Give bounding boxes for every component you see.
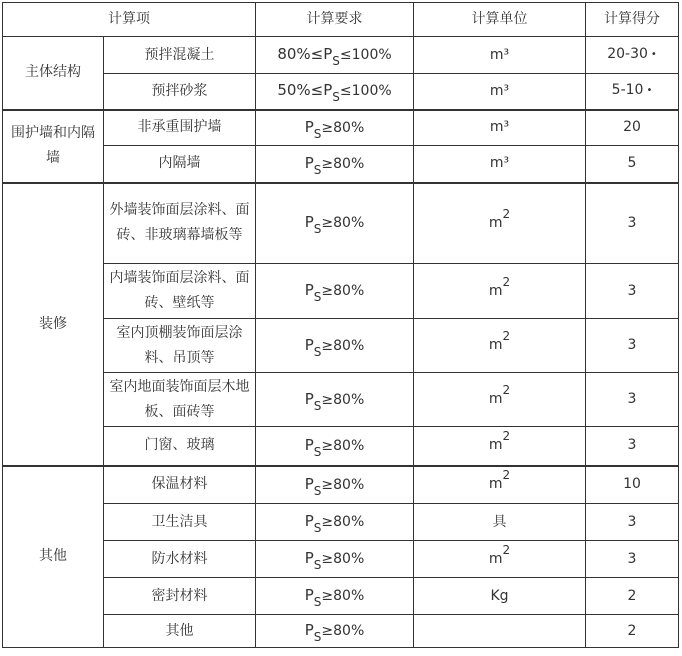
requirement-cell [256, 504, 414, 541]
requirement-cell [256, 541, 414, 578]
requirement-subscript: S [313, 126, 322, 141]
unit-cell [414, 504, 586, 541]
requirement-cell [256, 183, 414, 264]
group-label: 主体结构 [3, 37, 104, 110]
requirement-cell [256, 110, 414, 146]
table-row [3, 615, 679, 648]
unit-base: m [488, 282, 503, 299]
score-cell [586, 615, 679, 648]
unit-cell [414, 427, 586, 466]
requirement-cell [256, 373, 414, 427]
header-calc-score: 计算得分 [586, 3, 679, 37]
table-row [3, 183, 679, 264]
requirement-suffix: ≤100% [339, 83, 392, 100]
requirement-formula [305, 433, 365, 459]
requirement-suffix: ≥80% [321, 283, 365, 299]
requirement-formula [305, 387, 365, 413]
score-value: 20-30 [607, 46, 648, 62]
unit-text: m³ [489, 82, 510, 99]
unit-text: Kg [490, 587, 509, 604]
requirement-formula [305, 546, 365, 572]
unit-base: m [488, 550, 503, 567]
requirement-suffix: ≥80% [321, 476, 365, 493]
table-row [3, 264, 679, 319]
group-label: 围护墙和内隔墙 [3, 110, 104, 183]
requirement-prefix: P [304, 586, 314, 604]
score-cell [586, 183, 679, 264]
item-cell: 其他 [104, 615, 256, 648]
requirement-prefix: P [304, 153, 314, 172]
requirement-prefix: P [304, 281, 314, 299]
requirement-subscript: S [313, 444, 322, 459]
unit-cell [414, 264, 586, 319]
score-value: 3 [627, 337, 637, 353]
item-cell: 非承重围护墙 [104, 110, 256, 146]
requirement-prefix: P [304, 621, 314, 639]
unit-superscript: 2 [502, 383, 511, 397]
unit-cell [414, 373, 586, 427]
header-calc-unit: 计算单位 [414, 3, 586, 37]
score-value: 20 [623, 119, 641, 136]
requirement-subscript: S [313, 558, 322, 572]
unit-superscript: 2 [502, 468, 511, 483]
unit-cell [414, 74, 586, 110]
item-cell: 室内地面装饰面层木地板、面砖等 [104, 373, 256, 427]
score-cell [586, 146, 679, 183]
item-cell: 内墙装饰面层涂料、面砖、壁纸等 [104, 264, 256, 319]
item-cell: 内隔墙 [104, 146, 256, 183]
score-cell [586, 319, 679, 373]
table-row [3, 466, 679, 504]
score-value: 2 [627, 622, 637, 639]
requirement-subscript: S [313, 483, 322, 498]
requirement-suffix: ≥80% [321, 155, 365, 172]
requirement-prefix: P [304, 512, 314, 530]
requirement-subscript: S [313, 222, 322, 237]
item-cell: 预拌混凝土 [104, 37, 256, 74]
unit-superscript: 2 [502, 429, 511, 444]
unit-cell [414, 615, 586, 648]
requirement-formula [305, 278, 365, 304]
group-label: 其他 [3, 466, 104, 648]
unit-text: m³ [489, 155, 510, 172]
unit-superscript: 2 [502, 542, 511, 557]
requirement-formula [305, 151, 365, 177]
unit-cell [414, 146, 586, 183]
requirement-formula [277, 42, 391, 68]
item-cell: 密封材料 [104, 578, 256, 615]
requirement-prefix: 80%≤P [277, 45, 333, 63]
score-mark: • [650, 49, 657, 60]
score-value: 3 [627, 513, 637, 530]
unit-superscript: 2 [502, 329, 511, 343]
requirement-subscript: S [313, 521, 322, 535]
requirement-subscript: S [313, 290, 322, 304]
score-mark: • [646, 85, 653, 97]
score-value: 3 [627, 282, 637, 299]
table-row [3, 110, 679, 146]
requirement-subscript: S [332, 90, 340, 105]
unit-text: 具 [492, 513, 507, 530]
item-cell: 室内顶棚装饰面层涂料、吊顶等 [104, 319, 256, 373]
table-row [3, 504, 679, 541]
unit-superscript: 2 [502, 274, 511, 289]
unit-cell [414, 578, 586, 615]
requirement-prefix: P [304, 213, 314, 232]
requirement-subscript: S [332, 54, 340, 68]
requirement-cell [256, 427, 414, 466]
requirement-cell [256, 615, 414, 648]
requirement-suffix: ≥80% [321, 437, 365, 454]
unit-base: m [488, 337, 503, 353]
requirement-prefix: P [304, 435, 314, 454]
requirement-cell [256, 466, 414, 504]
item-cell: 保温材料 [104, 466, 256, 504]
unit-base: m [488, 437, 503, 454]
requirement-suffix: ≥80% [321, 337, 365, 354]
requirement-cell [256, 264, 414, 319]
unit-text: m³ [489, 46, 510, 63]
requirement-prefix: 50%≤P [277, 81, 333, 100]
unit-base: m [488, 476, 503, 493]
group-label: 装修 [3, 183, 104, 466]
requirement-prefix: P [304, 474, 314, 493]
table-row [3, 146, 679, 183]
table-row [3, 319, 679, 373]
table-row [3, 37, 679, 74]
unit-cell [414, 37, 586, 74]
score-cell [586, 74, 679, 110]
requirement-formula [305, 472, 365, 498]
score-value: 10 [623, 476, 641, 493]
table-row [3, 578, 679, 615]
score-value: 5 [627, 155, 637, 172]
unit-text: m³ [489, 119, 510, 136]
requirement-cell [256, 146, 414, 183]
requirement-suffix: ≤100% [339, 47, 392, 63]
score-value: 3 [627, 391, 637, 407]
score-value: 3 [627, 437, 637, 454]
item-cell: 外墙装饰面层涂料、面砖、非玻璃幕墙板等 [104, 183, 256, 264]
requirement-subscript: S [313, 344, 322, 359]
requirement-suffix: ≥80% [321, 514, 365, 530]
score-cell [586, 373, 679, 427]
score-cell [586, 578, 679, 615]
requirement-formula [277, 78, 391, 104]
table-row [3, 74, 679, 110]
requirement-prefix: P [304, 117, 314, 136]
requirement-cell [256, 319, 414, 373]
requirement-formula [305, 618, 365, 644]
table-row [3, 427, 679, 466]
score-cell [586, 427, 679, 466]
item-cell: 预拌砂浆 [104, 74, 256, 110]
score-value: 5-10 [611, 82, 644, 99]
requirement-subscript: S [313, 398, 322, 413]
requirement-subscript: S [313, 162, 322, 177]
unit-cell [414, 183, 586, 264]
requirement-formula [305, 115, 365, 141]
item-cell: 防水材料 [104, 541, 256, 578]
score-value: 3 [627, 550, 637, 567]
requirement-suffix: ≥80% [321, 588, 365, 604]
score-cell [586, 504, 679, 541]
unit-superscript: 2 [502, 206, 511, 221]
score-cell [586, 541, 679, 578]
unit-cell [414, 541, 586, 578]
requirement-suffix: ≥80% [321, 551, 365, 567]
unit-base: m [488, 391, 503, 407]
score-cell [586, 37, 679, 74]
requirement-subscript: S [313, 595, 322, 609]
header-calc-item: 计算项 [3, 3, 256, 37]
requirement-formula [305, 583, 365, 609]
score-cell [586, 466, 679, 504]
requirement-suffix: ≥80% [321, 119, 365, 136]
score-cell [586, 110, 679, 146]
unit-cell [414, 110, 586, 146]
table-row [3, 541, 679, 578]
requirement-suffix: ≥80% [321, 623, 365, 639]
requirement-prefix: P [304, 335, 314, 354]
score-value: 3 [627, 214, 637, 231]
unit-cell [414, 466, 586, 504]
table-row [3, 373, 679, 427]
requirement-formula [305, 333, 365, 359]
requirement-cell [256, 37, 414, 74]
requirement-suffix: ≥80% [321, 215, 365, 232]
unit-base: m [488, 214, 503, 231]
requirement-formula [305, 210, 365, 236]
scoring-table [2, 2, 679, 648]
requirement-subscript: S [313, 630, 322, 644]
score-cell [586, 264, 679, 319]
requirement-formula [305, 509, 365, 535]
item-cell: 门窗、玻璃 [104, 427, 256, 466]
requirement-prefix: P [304, 549, 314, 567]
requirement-cell [256, 578, 414, 615]
unit-cell [414, 319, 586, 373]
item-cell: 卫生洁具 [104, 504, 256, 541]
requirement-cell [256, 74, 414, 110]
requirement-prefix: P [304, 389, 314, 408]
score-value: 2 [627, 587, 637, 604]
requirement-suffix: ≥80% [321, 391, 365, 408]
header-calc-requirement: 计算要求 [256, 3, 414, 37]
header-row [3, 3, 679, 37]
